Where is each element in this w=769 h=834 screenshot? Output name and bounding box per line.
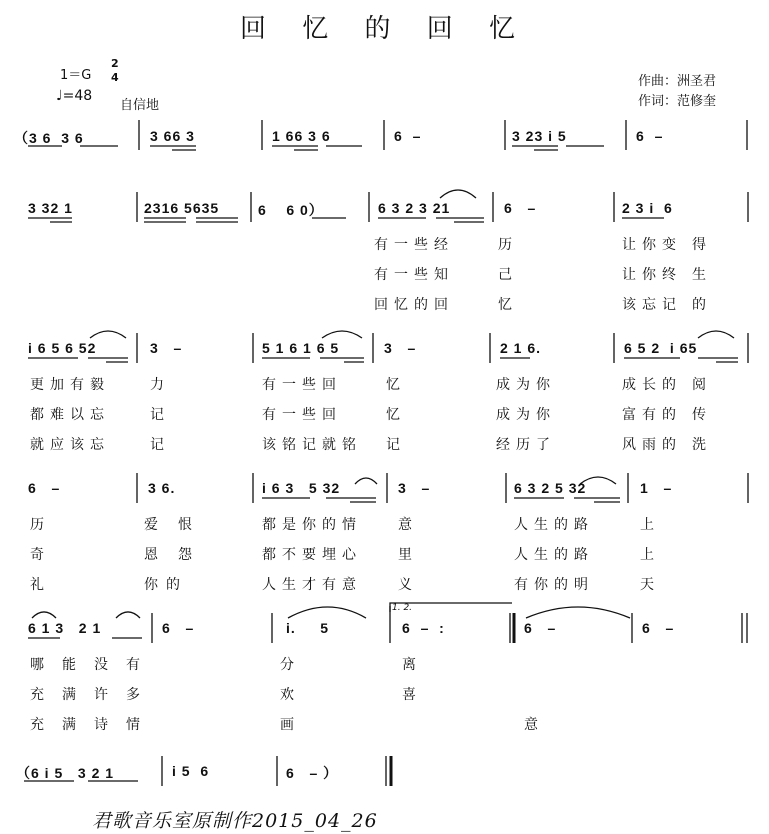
- lyric-text: 记: [386, 437, 406, 453]
- notation-row-2-measure-5: 6 –: [504, 200, 537, 216]
- lyric-text: 天: [640, 577, 660, 593]
- notation-row-1-measure-5: 3 23 i 5: [512, 128, 567, 144]
- lyric-text: 经历了: [496, 437, 556, 453]
- lyric-text: 意: [524, 717, 544, 733]
- notation-row-2-measure-2: 2316 5635: [144, 200, 220, 216]
- song-title: 回 忆 的 回 忆: [239, 14, 530, 44]
- lyric-text: 历: [498, 237, 518, 253]
- notation-row-5-measure-6: 6 –: [642, 620, 675, 636]
- notation-row-1-measure-4: 6 –: [394, 128, 422, 144]
- production-credit: 君歌音乐室原制作2015_04_26: [92, 810, 378, 832]
- notation-row-5-measure-3: i. 5: [286, 620, 330, 636]
- notation-row-5-measure-2: 6 –: [162, 620, 195, 636]
- key-signature: 1＝G: [60, 68, 92, 83]
- lyric-text: 洗: [692, 437, 712, 453]
- lyric-text: 人生的路: [514, 517, 594, 533]
- composer-credit: 作曲：洲圣君: [638, 74, 717, 89]
- time-signature-bottom: 4: [111, 71, 119, 84]
- lyric-text: 让你变: [622, 237, 682, 253]
- lyric-text: 都是你的情: [262, 517, 362, 533]
- lyric-text: 意: [398, 517, 418, 533]
- lyric-text: 就应该忘: [30, 437, 110, 453]
- lyric-text: 有你的明: [514, 577, 594, 593]
- lyric-text: 充满许多: [30, 687, 158, 703]
- notation-row-3-measure-3: 5 1 6 1 6 5: [262, 340, 340, 356]
- lyric-text: 充满诗情: [30, 717, 158, 733]
- lyric-text: 义: [398, 577, 418, 593]
- notation-row-2-measure-1: 3 32 1: [28, 200, 73, 216]
- notation-row-4-measure-4: 3 –: [398, 480, 431, 496]
- lyric-text: 己: [498, 267, 518, 283]
- lyric-text: 有一些知: [374, 267, 454, 283]
- lyric-text: 让你终: [622, 267, 682, 283]
- lyric-text: 该铭记就铭: [262, 437, 362, 453]
- lyric-text: 的: [692, 297, 712, 313]
- notation-row-1-measure-6: 6 –: [636, 128, 664, 144]
- lyric-text: 上: [640, 547, 660, 563]
- notation-row-3-measure-4: 3 –: [384, 340, 417, 356]
- lyric-text: 历: [30, 517, 50, 533]
- notation-row-1-measure-2: 3 66 3: [150, 128, 195, 144]
- lyric-text: 成为你: [496, 407, 556, 423]
- time-signature-top: 2: [111, 57, 119, 70]
- notation-row-3-measure-2: 3 –: [150, 340, 183, 356]
- notation-row-4-measure-1: 6 –: [28, 480, 61, 496]
- lyric-text: 都难以忘: [30, 407, 110, 423]
- lyric-text: 都不要埋心: [262, 547, 362, 563]
- lyric-text: 风雨的: [622, 437, 682, 453]
- lyric-text: 有一些回: [262, 377, 342, 393]
- volta-label: 1. 2.: [392, 603, 413, 613]
- notation-row-3-measure-6: 6 5 2 i 65: [624, 340, 698, 356]
- notation-row-1-measure-3: 1 66 3 6: [272, 128, 331, 144]
- lyric-text: 有一些经: [374, 237, 454, 253]
- lyric-text: 富有的: [622, 407, 682, 423]
- notation-row-3-measure-1: i 6 5 6 52: [28, 340, 97, 356]
- lyric-text: 回忆的回: [374, 297, 454, 313]
- lyric-text: 欢: [280, 687, 300, 703]
- notation-row-2-measure-6: 2 3 i 6: [622, 200, 673, 216]
- expression-mark: 自信地: [120, 98, 160, 113]
- lyric-text: 有一些回: [262, 407, 342, 423]
- notation-row-5-measure-1: 6 1 3 2 1: [28, 620, 102, 636]
- notation-row-2-measure-3: 6 6 0）: [258, 202, 324, 218]
- lyric-text: 得: [692, 237, 712, 253]
- lyric-text: 更加有毅: [30, 377, 110, 393]
- lyric-text: 记: [150, 437, 170, 453]
- lyric-text: 人生才有意: [262, 577, 362, 593]
- tempo-mark: ♩=48: [56, 88, 93, 104]
- lyric-text: 你的: [144, 577, 188, 593]
- lyric-text: 哪能没有: [30, 657, 158, 673]
- lyric-text: 画: [280, 717, 300, 733]
- lyric-text: 里: [398, 547, 418, 563]
- lyric-text: 礼: [30, 577, 50, 593]
- lyric-text: 忆: [386, 407, 406, 423]
- lyric-text: 阅: [692, 377, 712, 393]
- lyric-text: 分: [280, 657, 300, 673]
- notation-row-2-measure-4: 6 3 2 3 21: [378, 200, 451, 216]
- lyric-text: 该忘记: [622, 297, 682, 313]
- notation-row-4-measure-6: 1 –: [640, 480, 673, 496]
- notation-row-6-measure-3: 6 – ）: [286, 765, 339, 781]
- lyric-text: 忆: [386, 377, 406, 393]
- notation-row-4-measure-5: 6 3 2 5 32: [514, 480, 587, 496]
- notation-row-6-measure-2: i 5 6: [172, 763, 210, 779]
- notation-row-3-measure-5: 2 1 6.: [500, 340, 542, 356]
- lyric-text: 恩怨: [144, 547, 212, 563]
- lyric-text: 力: [150, 377, 170, 393]
- lyric-text: 记: [150, 407, 170, 423]
- lyric-text: 爱恨: [144, 517, 212, 533]
- notation-row-5-measure-5: 6 –: [524, 620, 557, 636]
- notation-row-4-measure-3: i 6 3 5 32: [262, 480, 341, 496]
- notation-row-6-measure-1: （6 i 5 3 2 1: [16, 765, 115, 781]
- lyricist-credit: 作词：范修奎: [638, 94, 717, 109]
- lyric-text: 人生的路: [514, 547, 594, 563]
- lyric-text: 成长的: [622, 377, 682, 393]
- lyric-text: 传: [692, 407, 712, 423]
- notation-row-1-measure-1: （3 6 3 6: [14, 130, 84, 146]
- lyric-text: 忆: [498, 297, 518, 313]
- notation-row-5-measure-4: 6 – :: [402, 620, 445, 636]
- notation-row-4-measure-2: 3 6.: [148, 480, 176, 496]
- lyric-text: 离: [402, 657, 422, 673]
- lyric-text: 喜: [402, 687, 422, 703]
- lyric-text: 生: [692, 267, 712, 283]
- lyric-text: 上: [640, 517, 660, 533]
- lyric-text: 奇: [30, 547, 50, 563]
- lyric-text: 成为你: [496, 377, 556, 393]
